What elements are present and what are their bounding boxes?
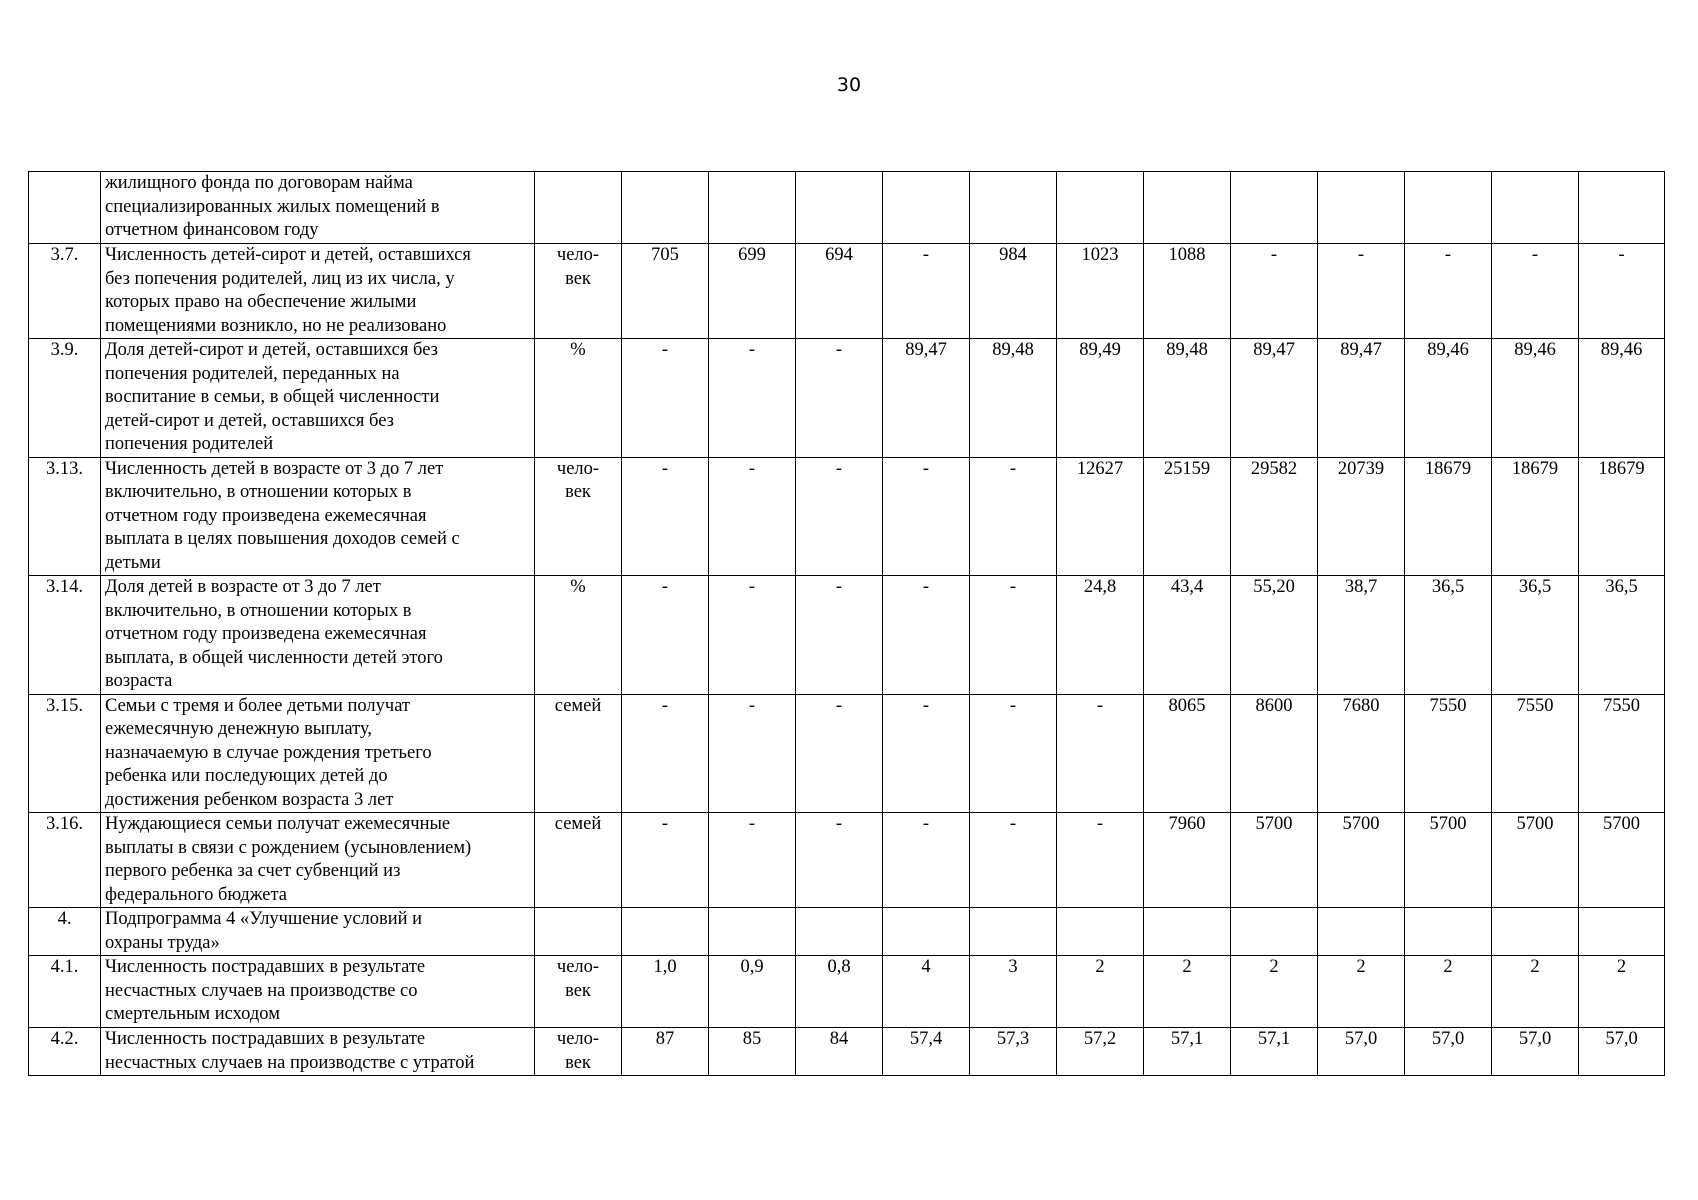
value-cell: 1088 [1144, 244, 1231, 339]
value-cell: 705 [622, 244, 709, 339]
value-cell: 3 [970, 956, 1057, 1028]
value-cell [709, 172, 796, 244]
description-line: возраста [105, 671, 173, 691]
value-cell [1144, 908, 1231, 956]
value-cell: 7550 [1405, 694, 1492, 813]
value-cell [622, 172, 709, 244]
value-cell: - [1318, 244, 1405, 339]
value-cell: 89,47 [883, 339, 970, 458]
table-row [29, 576, 1665, 695]
value-cell: - [970, 457, 1057, 576]
row-number-cell [29, 172, 101, 244]
description-line: достижения ребенком возраста 3 лет [105, 789, 394, 810]
value-cell: - [883, 244, 970, 339]
indicator-description-cell [101, 576, 535, 695]
unit-line: век [565, 268, 591, 289]
value-cell [970, 908, 1057, 956]
table-row [29, 956, 1665, 1028]
value-cell: 89,46 [1405, 339, 1492, 458]
value-cell: - [622, 339, 709, 458]
description-line: Подпрограмма 4 «Улучшение условий и [105, 909, 423, 929]
indicator-description-cell [101, 694, 535, 813]
description-line: Доля детей в возрасте от 3 до 7 лет [105, 577, 381, 597]
row-number-cell: 3.15. [29, 694, 101, 813]
value-cell: - [709, 457, 796, 576]
unit-line: чело- [556, 1029, 600, 1049]
value-cell: - [883, 694, 970, 813]
description-line: выплаты в связи с рождением (усыновлением) [105, 837, 472, 858]
table-row [29, 813, 1665, 908]
value-cell: - [709, 694, 796, 813]
value-cell [1492, 908, 1579, 956]
value-cell: 0,9 [709, 956, 796, 1028]
value-cell: 5700 [1492, 813, 1579, 908]
value-cell: 2 [1405, 956, 1492, 1028]
value-cell: 7550 [1579, 694, 1665, 813]
description-line: детей-сирот и детей, оставшихся без [105, 410, 394, 431]
row-number-cell: 3.7. [29, 244, 101, 339]
value-cell [796, 172, 883, 244]
description-line: выплата в целях повышения доходов семей с [105, 529, 460, 549]
value-cell: - [1492, 244, 1579, 339]
value-cell: 87 [622, 1028, 709, 1076]
value-cell: 57,1 [1231, 1028, 1318, 1076]
unit-cell [535, 908, 622, 956]
value-cell: 0,8 [796, 956, 883, 1028]
unit-line: % [570, 577, 586, 597]
value-cell: - [1579, 244, 1665, 339]
value-cell: 4 [883, 956, 970, 1028]
description-line: без попечения родителей, лиц из их числа, у [105, 268, 455, 289]
description-line: назначаемую в случае рождения третьего [105, 742, 432, 763]
unit-cell [535, 457, 622, 576]
value-cell: 89,48 [970, 339, 1057, 458]
value-cell: 2 [1579, 956, 1665, 1028]
value-cell: 89,48 [1144, 339, 1231, 458]
row-number-cell: 4.1. [29, 956, 101, 1028]
row-number-cell: 3.9. [29, 339, 101, 458]
description-line: Численность пострадавших в результате [105, 1029, 426, 1049]
description-line: Численность детей-сирот и детей, оставшихся [105, 245, 471, 265]
unit-line: семей [554, 814, 602, 834]
value-cell: 7680 [1318, 694, 1405, 813]
value-cell: 57,0 [1318, 1028, 1405, 1076]
value-cell: 85 [709, 1028, 796, 1076]
value-cell [622, 908, 709, 956]
value-cell: 18679 [1492, 457, 1579, 576]
value-cell: - [883, 813, 970, 908]
row-number-cell: 3.13. [29, 457, 101, 576]
unit-cell [535, 1028, 622, 1076]
description-line: которых право на обеспечение жилыми [105, 292, 417, 312]
value-cell: 2 [1231, 956, 1318, 1028]
indicator-description-cell [101, 908, 535, 956]
description-line: ежемесячную денежную выплату, [105, 719, 372, 739]
value-cell: - [970, 576, 1057, 695]
value-cell [883, 172, 970, 244]
indicator-description-cell [101, 457, 535, 576]
description-line: воспитание в семьи, в общей численности [105, 387, 440, 407]
description-line: Нуждающиеся семьи получат ежемесячные [105, 814, 451, 834]
description-line: детьми [105, 552, 161, 573]
indicator-description-cell [101, 956, 535, 1028]
value-cell: 5700 [1579, 813, 1665, 908]
value-cell: 694 [796, 244, 883, 339]
unit-cell [535, 694, 622, 813]
unit-cell [535, 244, 622, 339]
table-row [29, 172, 1665, 244]
value-cell [1231, 908, 1318, 956]
description-line: смертельным исходом [105, 1004, 280, 1024]
value-cell: 57,3 [970, 1028, 1057, 1076]
description-line: включительно, в отношении которых в [105, 482, 412, 502]
unit-cell [535, 956, 622, 1028]
value-cell: 5700 [1405, 813, 1492, 908]
indicator-description-cell [101, 339, 535, 458]
row-number-cell: 4.2. [29, 1028, 101, 1076]
description-line: Численность пострадавших в результате [105, 957, 426, 977]
description-line: первого ребенка за счет субвенций из [105, 861, 401, 881]
value-cell: 5700 [1318, 813, 1405, 908]
value-cell: 36,5 [1405, 576, 1492, 695]
value-cell: 57,4 [883, 1028, 970, 1076]
value-cell: 24,8 [1057, 576, 1144, 695]
value-cell [1405, 172, 1492, 244]
value-cell: 43,4 [1144, 576, 1231, 695]
value-cell [1231, 172, 1318, 244]
value-cell: 89,47 [1231, 339, 1318, 458]
value-cell: - [970, 813, 1057, 908]
table-row [29, 1028, 1665, 1076]
unit-line: чело- [556, 957, 600, 977]
unit-cell [535, 172, 622, 244]
value-cell: 36,5 [1579, 576, 1665, 695]
description-line: попечения родителей, переданных на [105, 363, 400, 384]
value-cell: 57,0 [1405, 1028, 1492, 1076]
description-line: отчетном финансовом году [105, 220, 319, 240]
value-cell [1405, 908, 1492, 956]
value-cell: - [796, 813, 883, 908]
value-cell: 25159 [1144, 457, 1231, 576]
value-cell: 89,49 [1057, 339, 1144, 458]
value-cell [883, 908, 970, 956]
description-line: охраны труда» [105, 932, 220, 953]
value-cell: - [970, 694, 1057, 813]
unit-line: % [570, 340, 586, 360]
description-line: отчетном году произведена ежемесячная [105, 624, 427, 644]
table-row [29, 244, 1665, 339]
value-cell: - [883, 457, 970, 576]
description-line: специализированных жилых помещений в [105, 196, 440, 217]
value-cell [1144, 172, 1231, 244]
value-cell: - [1231, 244, 1318, 339]
value-cell: 2 [1318, 956, 1405, 1028]
value-cell: 18679 [1579, 457, 1665, 576]
value-cell: 57,0 [1492, 1028, 1579, 1076]
value-cell: - [796, 339, 883, 458]
unit-line: чело- [556, 245, 600, 265]
row-number-cell: 4. [29, 908, 101, 956]
value-cell: 2 [1492, 956, 1579, 1028]
value-cell [709, 908, 796, 956]
value-cell: 29582 [1231, 457, 1318, 576]
value-cell [970, 172, 1057, 244]
indicator-description-cell [101, 1028, 535, 1076]
value-cell: - [1057, 813, 1144, 908]
value-cell: 8065 [1144, 694, 1231, 813]
value-cell: 89,47 [1318, 339, 1405, 458]
description-line: Численность детей в возрасте от 3 до 7 лет [105, 458, 444, 479]
value-cell: 1023 [1057, 244, 1144, 339]
value-cell [1318, 172, 1405, 244]
value-cell: 7550 [1492, 694, 1579, 813]
value-cell: - [796, 694, 883, 813]
value-cell: - [1405, 244, 1492, 339]
value-cell [1579, 172, 1665, 244]
description-line: жилищного фонда по договорам найма [105, 173, 413, 193]
value-cell: 36,5 [1492, 576, 1579, 695]
value-cell: - [709, 339, 796, 458]
value-cell [1579, 908, 1665, 956]
description-line: помещениями возникло, но не реализовано [105, 315, 447, 336]
value-cell: 1,0 [622, 956, 709, 1028]
value-cell: 57,0 [1579, 1028, 1665, 1076]
value-cell: 984 [970, 244, 1057, 339]
description-line: Доля детей-сирот и детей, оставшихся без [105, 340, 438, 360]
value-cell: 699 [709, 244, 796, 339]
description-line: выплата, в общей численности детей этого [105, 647, 443, 668]
value-cell: - [796, 576, 883, 695]
value-cell: - [622, 457, 709, 576]
value-cell: - [709, 813, 796, 908]
value-cell: 7960 [1144, 813, 1231, 908]
unit-line: семей [554, 695, 602, 716]
table-row [29, 457, 1665, 576]
description-line: Семьи с тремя и более детьми получат [105, 695, 411, 716]
value-cell: 12627 [1057, 457, 1144, 576]
description-line: несчастных случаев на производстве с утратой [105, 1052, 475, 1073]
value-cell: - [883, 576, 970, 695]
value-cell: - [622, 694, 709, 813]
unit-line: век [565, 482, 591, 502]
value-cell: 89,46 [1492, 339, 1579, 458]
indicator-description-cell [101, 813, 535, 908]
page-number: 30 [836, 74, 862, 96]
indicator-description-cell [101, 172, 535, 244]
value-cell [1057, 172, 1144, 244]
value-cell: 84 [796, 1028, 883, 1076]
unit-cell [535, 576, 622, 695]
value-cell: 57,2 [1057, 1028, 1144, 1076]
value-cell [796, 908, 883, 956]
description-line: попечения родителей [105, 434, 274, 454]
description-line: федерального бюджета [105, 884, 288, 905]
value-cell: 5700 [1231, 813, 1318, 908]
indicators-table [28, 171, 1665, 1076]
row-number-cell: 3.16. [29, 813, 101, 908]
value-cell: 20739 [1318, 457, 1405, 576]
table-row [29, 694, 1665, 813]
value-cell: 8600 [1231, 694, 1318, 813]
value-cell [1492, 172, 1579, 244]
value-cell: 89,46 [1579, 339, 1665, 458]
table-row [29, 908, 1665, 956]
value-cell: - [709, 576, 796, 695]
row-number-cell: 3.14. [29, 576, 101, 695]
value-cell: - [622, 813, 709, 908]
table-row [29, 339, 1665, 458]
description-line: отчетном году произведена ежемесячная [105, 505, 427, 526]
unit-cell [535, 339, 622, 458]
unit-cell [535, 813, 622, 908]
value-cell: - [1057, 694, 1144, 813]
description-line: несчастных случаев на производстве со [105, 980, 418, 1001]
value-cell [1057, 908, 1144, 956]
value-cell: - [796, 457, 883, 576]
value-cell: 38,7 [1318, 576, 1405, 695]
indicators-table-body [29, 172, 1665, 1076]
value-cell: 2 [1144, 956, 1231, 1028]
value-cell: 18679 [1405, 457, 1492, 576]
value-cell: 2 [1057, 956, 1144, 1028]
value-cell: 55,20 [1231, 576, 1318, 695]
description-line: ребенка или последующих детей до [105, 766, 388, 786]
unit-line: век [565, 1052, 591, 1073]
value-cell: - [622, 576, 709, 695]
unit-line: чело- [556, 458, 600, 479]
unit-line: век [565, 980, 591, 1001]
description-line: включительно, в отношении которых в [105, 600, 412, 621]
value-cell: 57,1 [1144, 1028, 1231, 1076]
indicator-description-cell [101, 244, 535, 339]
value-cell [1318, 908, 1405, 956]
